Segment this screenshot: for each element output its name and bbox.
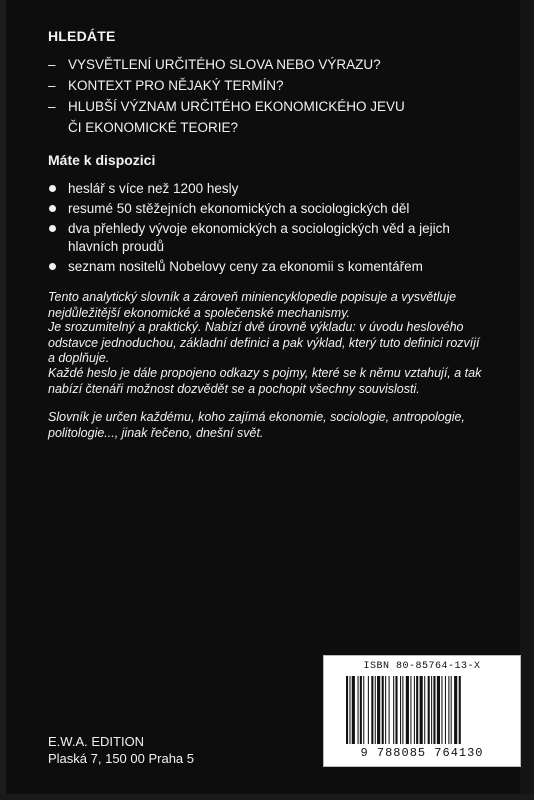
barcode-bar	[416, 676, 418, 744]
barcode-bar	[420, 676, 423, 744]
list-item	[48, 180, 488, 198]
barcode-bar	[431, 676, 432, 744]
barcode-bar	[424, 676, 425, 744]
offer-text: dva přehledy vývoje ekonomických a sociologických věd a jejich hlavních proudů	[68, 221, 450, 254]
bullet-icon	[49, 225, 56, 232]
dash-marker: –	[48, 78, 56, 93]
list-item	[48, 200, 488, 218]
bullet-icon	[49, 185, 56, 192]
ean-number: 9 788085 764130	[360, 746, 484, 760]
description-paragraph-4: Slovník je určen každému, koho zajímá ekonomie, sociologie, antropologie, politologie..., jinak řečeno, dnešní svět.	[48, 410, 465, 440]
barcode-bar	[459, 676, 461, 744]
barcode-bar	[389, 676, 390, 744]
barcode-bar	[428, 676, 430, 744]
offer-text: seznam nositelů Nobelovy ceny za ekonomii s komentářem	[68, 259, 423, 274]
question-text: VYSVĚTLENÍ URČITÉHO SLOVA NEBO VÝRAZU?	[68, 57, 381, 72]
publisher-name: E.W.A. EDITION	[48, 734, 145, 749]
list-item	[48, 220, 488, 256]
offer-text: resumé 50 stěžejních ekonomických a sociologických děl	[68, 201, 410, 216]
barcode-bar	[382, 676, 384, 744]
barcode-bar	[395, 676, 397, 744]
question-text: KONTEXT PRO NĚJAKÝ TERMÍN?	[68, 78, 284, 93]
barcode-bar	[371, 676, 373, 744]
description-paragraph-3: Každé heslo je dále propojeno odkazy s pojmy, které se k němu vztahují, a tak nabízí čtenáři možnost dozvědět se a pochopit všechny souvislosti.	[48, 366, 482, 396]
list-item	[48, 96, 498, 117]
barcode-bar	[406, 676, 409, 744]
dash-marker: –	[48, 57, 56, 72]
description-paragraph-1: Tento analytický slovník a zároveň miniencyklopedie popisuje a vysvětluje nejdůležitější ekonomické a společenské mechanismy.	[48, 290, 457, 320]
barcode-bar	[433, 676, 435, 744]
question-text: HLUBŠÍ VÝZNAM URČITÉHO EKONOMICKÉHO JEVU	[68, 99, 405, 114]
barcode-bar	[441, 676, 442, 744]
barcode-bar	[402, 676, 403, 744]
barcode-bar	[414, 676, 415, 744]
barcode-bar	[352, 676, 355, 744]
barcode-bar	[393, 676, 394, 744]
barcode-bar	[400, 676, 401, 744]
offer-heading: Máte k dispozici	[48, 152, 156, 168]
barcode-bar	[445, 676, 446, 744]
barcode-bar	[448, 676, 449, 744]
barcode-bar	[377, 676, 380, 744]
barcode-label	[323, 655, 521, 767]
barcode-bar	[454, 676, 457, 744]
cover-edge-right	[520, 0, 534, 800]
questions-list	[48, 54, 498, 138]
barcode-bar	[363, 676, 364, 744]
barcode-bar	[385, 676, 386, 744]
barcode-bar	[437, 676, 440, 744]
bullet-icon	[49, 263, 56, 270]
barcode-bar	[349, 676, 350, 744]
barcode-bar	[360, 676, 362, 744]
barcode-graphic	[342, 676, 502, 744]
question-text: ČI EKONOMICKÉ TEORIE?	[68, 120, 239, 135]
list-item	[48, 54, 498, 75]
offer-list	[48, 180, 488, 278]
cover-edge-bottom	[0, 794, 534, 800]
barcode-bar	[358, 676, 359, 744]
isbn-number: ISBN 80-85764-13-X	[363, 661, 481, 672]
barcode-bar	[410, 676, 411, 744]
list-item	[48, 258, 488, 276]
barcode-bar	[346, 676, 348, 744]
bullet-icon	[49, 205, 56, 212]
cover-edge-left	[0, 0, 6, 800]
list-item	[48, 117, 498, 138]
publisher-address: Plaská 7, 150 00 Praha 5	[48, 751, 194, 766]
offer-text: heslář s více než 1200 hesly	[68, 181, 239, 196]
list-item	[48, 75, 498, 96]
questions-heading: HLEDÁTE	[48, 28, 116, 44]
barcode-bar	[451, 676, 452, 744]
dash-marker: –	[48, 99, 56, 114]
barcode-bar	[368, 676, 369, 744]
publisher-block	[48, 733, 194, 767]
barcode-bar	[375, 676, 376, 744]
description-paragraph-2: Je srozumitelný a praktický. Nabízí dvě úrovně výkladu: v úvodu heslového odstavce jednoduchou, základní definici a pak výklad, který tuto definici rozvíjí a doplňuje.	[48, 320, 480, 365]
